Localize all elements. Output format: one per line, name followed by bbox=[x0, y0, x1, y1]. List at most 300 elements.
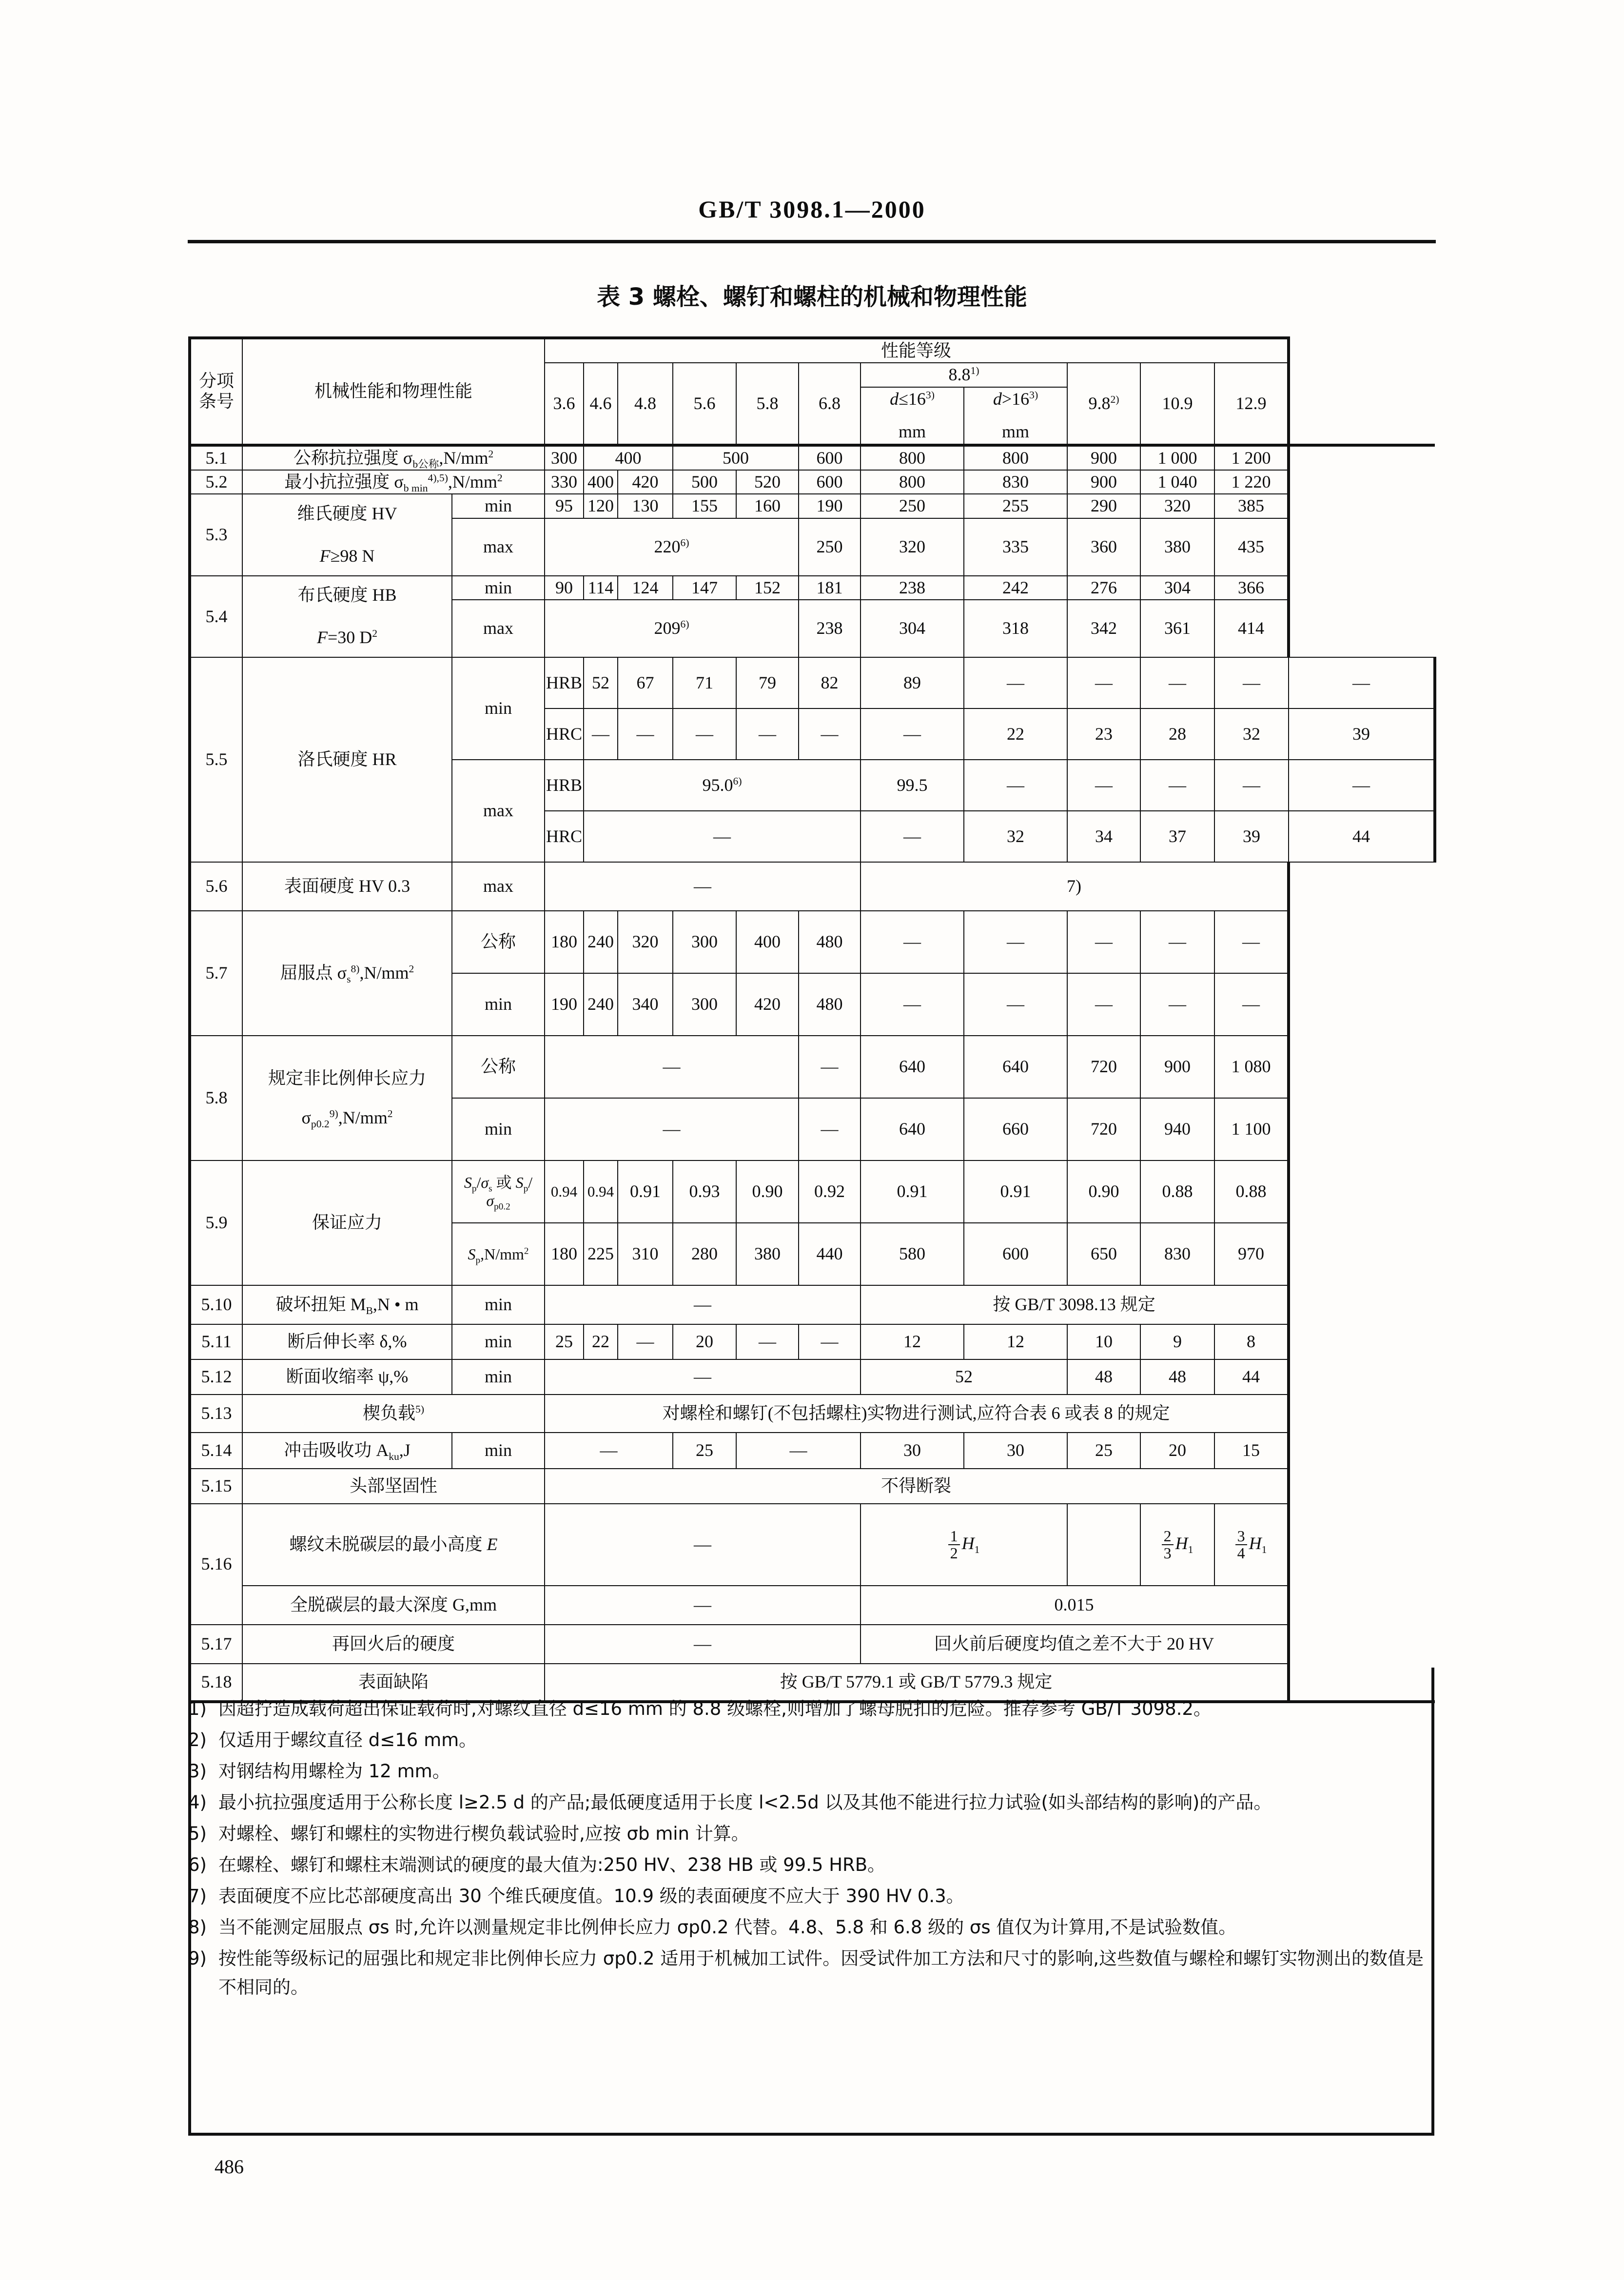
clause-no-5-16: 5.16 bbox=[190, 1504, 242, 1625]
clause-no-5-2: 5.2 bbox=[190, 470, 242, 494]
cell-5-9-sp-3-6: 180 bbox=[545, 1223, 584, 1285]
qualifier-5-7-min: min bbox=[452, 973, 545, 1036]
clause-no-5-14: 5.14 bbox=[190, 1433, 242, 1469]
cell-5-4-max-12-9: 414 bbox=[1214, 600, 1289, 657]
cell-5-5-max-hrc-6-8: — bbox=[861, 811, 964, 862]
cell-5-3-max-9-8: 360 bbox=[1067, 518, 1140, 576]
cell-5-5-min-hrc-5: — bbox=[861, 708, 964, 760]
table-container bbox=[188, 336, 1436, 1703]
grade-group-header: 性能等级 bbox=[545, 338, 1289, 363]
cell-5-17-right: 回火前后硬度均值之差不大于 20 HV bbox=[861, 1625, 1289, 1664]
fraction-two-thirds: $\frac{2}{3}$ bbox=[1162, 1528, 1174, 1562]
cell-5-5-min-hrb-10: — bbox=[1289, 657, 1435, 708]
cell-5-3-min-10-9: 320 bbox=[1140, 494, 1214, 518]
sp-label-5-9: $S_p,N/mm^2$ bbox=[452, 1223, 545, 1285]
cell-5-5-max-hrb-6-8: 99.5 bbox=[861, 760, 964, 811]
qualifier-5-3-min: min bbox=[452, 494, 545, 518]
cell-5-7-nom-9-8: — bbox=[1067, 911, 1140, 973]
property-label-5-17: 再回火后的硬度 bbox=[242, 1625, 545, 1664]
clause-no-5-6: 5.6 bbox=[190, 862, 242, 911]
footnote-2: 2) 仅适用于螺纹直径 d≤16 mm。 bbox=[188, 1729, 477, 1750]
cell-5-5-max-hrb-rest-4: — bbox=[1289, 760, 1435, 811]
property-label-5-13: 楔负载$^{5)}$ bbox=[242, 1395, 545, 1433]
cell-5-5-min-hrb-5: 89 bbox=[861, 657, 964, 708]
cell-5-9-ratio-3-6: 0.94 bbox=[545, 1160, 584, 1223]
cell-5-7-nom-8-8a: — bbox=[861, 911, 964, 973]
cell-5-7-nom-3-6: 180 bbox=[545, 911, 584, 973]
cell-5-5-min-hrc-7: 23 bbox=[1067, 708, 1140, 760]
clause-no-5-8: 5.8 bbox=[190, 1036, 242, 1160]
cell-5-5-min-hrb-3: 79 bbox=[736, 657, 799, 708]
cell-5-5-max-hrb-rest-2: — bbox=[1140, 760, 1214, 811]
grade-9-8: 9.8$^{2)}$ bbox=[1067, 363, 1140, 445]
clause-no-5-15: 5.15 bbox=[190, 1469, 242, 1504]
grade-6-8: 6.8 bbox=[799, 363, 861, 445]
cell-5-11-5-8: — bbox=[736, 1324, 799, 1359]
qualifier-5-3-max: max bbox=[452, 518, 545, 576]
cell-5-3-max-8-8a: 320 bbox=[861, 518, 964, 576]
cell-5-4-min-3-6: 90 bbox=[545, 576, 584, 600]
cell-5-5-min-hrb-1: 67 bbox=[618, 657, 673, 708]
cell-5-1-6-8: 600 bbox=[799, 445, 861, 470]
property-label-5-9: 保证应力 bbox=[242, 1160, 452, 1285]
table-row-5-6 bbox=[190, 862, 1435, 911]
cell-5-11-4-6: 22 bbox=[584, 1324, 618, 1359]
cell-5-16-a-12-9: $\frac{3}{4}$ $H_1$ bbox=[1214, 1504, 1289, 1586]
property-label-5-6: 表面硬度 HV 0.3 bbox=[242, 862, 452, 911]
cell-5-7-min-9-8: — bbox=[1067, 973, 1140, 1036]
cell-5-7-nom-5-6: 300 bbox=[673, 911, 736, 973]
cell-5-4-max-9-8: 342 bbox=[1067, 600, 1140, 657]
fraction-three-quarters: $\frac{3}{4}$ bbox=[1235, 1528, 1247, 1562]
cell-5-5-max-hrc-rest-3: 39 bbox=[1214, 811, 1289, 862]
cell-5-11-3-6: 25 bbox=[545, 1324, 584, 1359]
cell-5-11-8-8a: 12 bbox=[861, 1324, 964, 1359]
cell-5-17-left: — bbox=[545, 1625, 861, 1664]
cell-5-7-nom-8-8b: — bbox=[964, 911, 1067, 973]
property-label-5-4: 布氏硬度 HB F=30 $D^2$ bbox=[242, 576, 452, 657]
property-label-5-16-a: 螺纹未脱碳层的最小高度 E bbox=[242, 1504, 545, 1586]
scale-label-hrc-min: HRC bbox=[545, 708, 584, 760]
cell-5-3-min-4-6: 120 bbox=[584, 494, 618, 518]
cell-5-9-ratio-4-6: 0.94 bbox=[584, 1160, 618, 1223]
qualifier-5-8-nominal: 公称 bbox=[452, 1036, 545, 1098]
table-row-5-5-min-hrb bbox=[190, 657, 1435, 708]
qualifier-5-6: max bbox=[452, 862, 545, 911]
property-label-5-18: 表面缺陷 bbox=[242, 1664, 545, 1702]
property-label-5-10: 破坏扭矩 $M_B,N$ • m bbox=[242, 1285, 452, 1324]
cell-5-6-left: — bbox=[545, 862, 861, 911]
cell-5-4-min-4-6: 114 bbox=[584, 576, 618, 600]
cell-5-9-ratio-8-8b: 0.91 bbox=[964, 1160, 1067, 1223]
cell-5-3-min-12-9: 385 bbox=[1214, 494, 1289, 518]
cell-5-5-max-hrb-span: 95.0$^{6)}$ bbox=[584, 760, 861, 811]
cell-5-2-5-8: 520 bbox=[736, 470, 799, 494]
cell-5-11-5-6: 20 bbox=[673, 1324, 736, 1359]
cell-5-5-min-hrb-6: — bbox=[964, 657, 1067, 708]
property-label-5-15: 头部坚固性 bbox=[242, 1469, 545, 1504]
cell-5-5-min-hrc-2: — bbox=[673, 708, 736, 760]
cell-5-4-max-10-9: 361 bbox=[1140, 600, 1214, 657]
cell-5-5-min-hrc-9: 32 bbox=[1214, 708, 1289, 760]
footnote-6: 6) 在螺栓、螺钉和螺柱末端测试的硬度的最大值为:250 HV、238 HB 或 99.5 HRB。 bbox=[188, 1854, 886, 1875]
cell-5-3-min-9-8: 290 bbox=[1067, 494, 1140, 518]
cell-5-11-9-8: 10 bbox=[1067, 1324, 1140, 1359]
property-label-5-7: 屈服点 $\sigma_s^{8)},N/mm^2$ bbox=[242, 911, 452, 1036]
cell-5-9-sp-4-8: 310 bbox=[618, 1223, 673, 1285]
cell-5-3-max-8-8b: 335 bbox=[964, 518, 1067, 576]
cell-5-5-max-hrc-rest-1: 34 bbox=[1067, 811, 1140, 862]
cell-5-14-8-8a: 30 bbox=[861, 1433, 964, 1469]
cell-5-9-sp-4-6: 225 bbox=[584, 1223, 618, 1285]
cell-5-3-max-6-8: 250 bbox=[799, 518, 861, 576]
property-label-5-8: 规定非比例伸长应力 $\sigma_{p0.2}^{9)},N/mm^2$ bbox=[242, 1036, 452, 1160]
cell-5-7-nom-12-9: — bbox=[1214, 911, 1289, 973]
clause-no-5-9: 5.9 bbox=[190, 1160, 242, 1285]
cell-5-16-a-9-8 bbox=[1067, 1504, 1140, 1586]
qualifier-5-10: min bbox=[452, 1285, 545, 1324]
qualifier-5-8-min: min bbox=[452, 1098, 545, 1160]
clause-no-5-4: 5.4 bbox=[190, 576, 242, 657]
footnote-9: 9) 按性能等级标记的屈强比和规定非比例伸长应力 σp0.2 适用于机械加工试件。因受试件加工方法和尺寸的影响,这些数值与螺栓和螺钉实物测出的数值是不相同的。 bbox=[188, 1947, 1424, 1998]
cell-5-11-10-9: 9 bbox=[1140, 1324, 1214, 1359]
cell-5-4-max-span: 209$^{6)}$ bbox=[545, 600, 799, 657]
fraction-half: $\frac{1}{2}$ bbox=[948, 1528, 960, 1562]
qualifier-5-7-nominal: 公称 bbox=[452, 911, 545, 973]
cell-5-14-8-8b: 30 bbox=[964, 1433, 1067, 1469]
cell-5-9-ratio-10-9: 0.88 bbox=[1140, 1160, 1214, 1223]
cell-5-1-5-6-5-8: 500 bbox=[673, 445, 799, 470]
cell-5-7-min-5-6: 300 bbox=[673, 973, 736, 1036]
cell-5-5-max-hrc-rest-4: 44 bbox=[1289, 811, 1435, 862]
cell-5-8-min-left: — bbox=[545, 1098, 799, 1160]
qualifier-5-5-max: max bbox=[452, 760, 545, 862]
cell-5-4-min-5-8: 152 bbox=[736, 576, 799, 600]
grade-10-9: 10.9 bbox=[1140, 363, 1214, 445]
header-rule bbox=[188, 240, 1436, 243]
cell-5-3-min-8-8a: 250 bbox=[861, 494, 964, 518]
cell-5-7-min-8-8a: — bbox=[861, 973, 964, 1036]
cell-5-14-5-6: 25 bbox=[673, 1433, 736, 1469]
cell-5-9-sp-5-8: 380 bbox=[736, 1223, 799, 1285]
cell-5-7-min-6-8: 480 bbox=[799, 973, 861, 1036]
cell-5-5-max-hrc-rest-2: 37 bbox=[1140, 811, 1214, 862]
cell-5-5-max-hrc-span: — bbox=[584, 811, 861, 862]
cell-5-16-b-left: — bbox=[545, 1586, 861, 1625]
mechanical-properties-table bbox=[188, 336, 1436, 1703]
cell-5-1-10-9: 1 000 bbox=[1140, 445, 1214, 470]
cell-5-7-min-4-8: 340 bbox=[618, 973, 673, 1036]
cell-5-3-min-4-8: 130 bbox=[618, 494, 673, 518]
cell-5-2-4-6: 400 bbox=[584, 470, 618, 494]
cell-5-5-min-hrc-4: — bbox=[799, 708, 861, 760]
cell-5-9-sp-12-9: 970 bbox=[1214, 1223, 1289, 1285]
cell-5-16-a-10-9: $\frac{2}{3}$ $H_1$ bbox=[1140, 1504, 1214, 1586]
clause-no-5-13: 5.13 bbox=[190, 1395, 242, 1433]
cell-5-5-min-hrb-7: — bbox=[1067, 657, 1140, 708]
clause-no-5-10: 5.10 bbox=[190, 1285, 242, 1324]
cell-5-3-min-6-8: 190 bbox=[799, 494, 861, 518]
cell-5-8-nom-8-8b: 640 bbox=[964, 1036, 1067, 1098]
corner-cell: 分项 条号 bbox=[190, 338, 242, 445]
clause-no-5-11: 5.11 bbox=[190, 1324, 242, 1359]
grade-12-9: 12.9 bbox=[1214, 363, 1289, 445]
table-row-5-7-nominal bbox=[190, 911, 1435, 973]
cell-5-7-min-4-6: 240 bbox=[584, 973, 618, 1036]
cell-5-5-max-hrc-rest-0: 32 bbox=[964, 811, 1067, 862]
cell-5-11-8-8b: 12 bbox=[964, 1324, 1067, 1359]
cell-5-14-9-8: 25 bbox=[1067, 1433, 1140, 1469]
table-row-5-3-min bbox=[190, 494, 1435, 518]
cell-5-8-nom-left: — bbox=[545, 1036, 799, 1098]
cell-5-8-min-12-9: 1 100 bbox=[1214, 1098, 1289, 1160]
grade-8-8: 8.8$^{1)}$ bbox=[861, 363, 1067, 387]
property-label-5-3: 维氏硬度 HV F≥98 N bbox=[242, 494, 452, 575]
property-label-5-14: 冲击吸收功 $A_{ku},J$ bbox=[242, 1433, 452, 1469]
cell-5-7-min-3-6: 190 bbox=[545, 973, 584, 1036]
grade-8-8-dia-le16: $d\le 16^{3)}$ mm bbox=[861, 387, 964, 445]
cell-5-9-sp-6-8: 440 bbox=[799, 1223, 861, 1285]
cell-5-2-4-8: 420 bbox=[618, 470, 673, 494]
cell-5-1-3-6: 300 bbox=[545, 445, 584, 470]
table-row-5-12 bbox=[190, 1359, 1435, 1395]
cell-5-2-10-9: 1 040 bbox=[1140, 470, 1214, 494]
cell-5-7-nom-4-6: 240 bbox=[584, 911, 618, 973]
cell-5-4-min-8-8a: 238 bbox=[861, 576, 964, 600]
table-row-5-13 bbox=[190, 1395, 1435, 1433]
cell-5-8-min-6-8: — bbox=[799, 1098, 861, 1160]
grade-4-6: 4.6 bbox=[584, 363, 618, 445]
table-row-5-16-b bbox=[190, 1586, 1435, 1625]
cell-5-12-9-8: 48 bbox=[1067, 1359, 1140, 1395]
cell-5-6-right: 7) bbox=[861, 862, 1289, 911]
cell-5-7-min-12-9: — bbox=[1214, 973, 1289, 1036]
cell-5-16-a-left: — bbox=[545, 1504, 861, 1586]
cell-5-4-min-4-8: 124 bbox=[618, 576, 673, 600]
footnote-8: 8) 当不能测定屈服点 σs 时,允许以测量规定非比例伸长应力 σp0.2 代替。4.8、5.8 和 6.8 级的 σs 值仅为计算用,不是试验数值。 bbox=[188, 1916, 1237, 1938]
clause-no-5-18: 5.18 bbox=[190, 1664, 242, 1702]
cell-5-2-3-6: 330 bbox=[545, 470, 584, 494]
cell-5-5-min-hrb-8: — bbox=[1140, 657, 1214, 708]
cell-5-2-8-8b: 830 bbox=[964, 470, 1067, 494]
cell-5-10-left: — bbox=[545, 1285, 861, 1324]
grade-4-8: 4.8 bbox=[618, 363, 673, 445]
cell-5-3-max-span: 220$^{6)}$ bbox=[545, 518, 799, 576]
cell-5-7-min-5-8: 420 bbox=[736, 973, 799, 1036]
clause-no-5-1: 5.1 bbox=[190, 445, 242, 470]
cell-5-9-ratio-5-6: 0.93 bbox=[673, 1160, 736, 1223]
cell-5-5-min-hrc-0: — bbox=[584, 708, 618, 760]
cell-5-9-ratio-9-8: 0.90 bbox=[1067, 1160, 1140, 1223]
qualifier-5-14: min bbox=[452, 1433, 545, 1469]
property-label-5-2: 最小抗拉强度 $\sigma_{b min}^{4),5)},N/mm^2$ bbox=[242, 470, 545, 494]
cell-5-9-sp-5-6: 280 bbox=[673, 1223, 736, 1285]
cell-5-8-nom-9-8: 720 bbox=[1067, 1036, 1140, 1098]
cell-5-4-min-12-9: 366 bbox=[1214, 576, 1289, 600]
cell-5-14-first: — bbox=[545, 1433, 673, 1469]
cell-5-2-12-9: 1 220 bbox=[1214, 470, 1289, 494]
clause-no-5-17: 5.17 bbox=[190, 1625, 242, 1664]
grade-5-8: 5.8 bbox=[736, 363, 799, 445]
cell-5-9-sp-8-8a: 580 bbox=[861, 1223, 964, 1285]
scale-label-hrc-max: HRC bbox=[545, 811, 584, 862]
cell-5-5-min-hrc-10: 39 bbox=[1289, 708, 1435, 760]
cell-5-1-9-8: 900 bbox=[1067, 445, 1140, 470]
footnote-3: 3) 对钢结构用螺栓为 12 mm。 bbox=[188, 1760, 450, 1782]
cell-5-3-max-12-9: 435 bbox=[1214, 518, 1289, 576]
cell-5-14-12-9: 15 bbox=[1214, 1433, 1289, 1469]
cell-5-1-8-8b: 800 bbox=[964, 445, 1067, 470]
cell-5-8-min-10-9: 940 bbox=[1140, 1098, 1214, 1160]
cell-5-4-min-10-9: 304 bbox=[1140, 576, 1214, 600]
footnote-5: 5) 对螺栓、螺钉和螺柱的实物进行楔负载试验时,应按 σb min 计算。 bbox=[188, 1823, 749, 1844]
cell-5-7-nom-10-9: — bbox=[1140, 911, 1214, 973]
property-label-5-5: 洛氏硬度 HR bbox=[242, 657, 452, 862]
cell-5-9-ratio-5-8: 0.90 bbox=[736, 1160, 799, 1223]
cell-5-12-10-9: 48 bbox=[1140, 1359, 1214, 1395]
clause-no-5-5: 5.5 bbox=[190, 657, 242, 862]
cell-5-7-nom-6-8: 480 bbox=[799, 911, 861, 973]
cell-5-1-4-6-4-8: 400 bbox=[584, 445, 673, 470]
qualifier-5-4-max: max bbox=[452, 600, 545, 657]
table-row-5-9-ratio bbox=[190, 1160, 1435, 1223]
cell-5-8-min-8-8b: 660 bbox=[964, 1098, 1067, 1160]
cell-5-5-max-hrb-rest-3: — bbox=[1214, 760, 1289, 811]
cell-5-4-min-9-8: 276 bbox=[1067, 576, 1140, 600]
cell-5-7-min-8-8b: — bbox=[964, 973, 1067, 1036]
cell-5-5-max-hrb-rest-1: — bbox=[1067, 760, 1140, 811]
cell-5-4-max-8-8b: 318 bbox=[964, 600, 1067, 657]
cell-5-4-min-6-8: 181 bbox=[799, 576, 861, 600]
cell-5-1-12-9: 1 200 bbox=[1214, 445, 1289, 470]
table-row-5-17 bbox=[190, 1625, 1435, 1664]
cell-5-9-sp-10-9: 830 bbox=[1140, 1223, 1214, 1285]
cell-5-15-value: 不得断裂 bbox=[545, 1469, 1289, 1504]
grade-5-6: 5.6 bbox=[673, 363, 736, 445]
qualifier-5-11: min bbox=[452, 1324, 545, 1359]
clause-no-5-7: 5.7 bbox=[190, 911, 242, 1036]
page-header-standard: GB/T 3098.1—2000 bbox=[698, 196, 926, 223]
cell-5-8-nom-12-9: 1 080 bbox=[1214, 1036, 1289, 1098]
cell-5-8-nom-8-8a: 640 bbox=[861, 1036, 964, 1098]
cell-5-2-5-6: 500 bbox=[673, 470, 736, 494]
cell-5-5-min-hrb-9: — bbox=[1214, 657, 1289, 708]
grade-3-6: 3.6 bbox=[545, 363, 584, 445]
cell-5-2-6-8: 600 bbox=[799, 470, 861, 494]
table-row-5-16-a bbox=[190, 1504, 1435, 1586]
table-row-5-11 bbox=[190, 1324, 1435, 1359]
cell-5-8-nom-6-8: — bbox=[799, 1036, 861, 1098]
qualifier-5-5-min: min bbox=[452, 657, 545, 760]
footnote-4: 4) 最小抗拉强度适用于公称长度 l≥2.5 d 的产品;最低硬度适用于长度 l<2.5d 以及其他不能进行拉力试验(如头部结构的影响)的产品。 bbox=[188, 1791, 1272, 1813]
table-header-row-1 bbox=[190, 338, 1435, 363]
cell-5-3-min-5-8: 160 bbox=[736, 494, 799, 518]
cell-5-3-min-5-6: 155 bbox=[673, 494, 736, 518]
table-row-5-15 bbox=[190, 1469, 1435, 1504]
cell-5-8-min-9-8: 720 bbox=[1067, 1098, 1140, 1160]
cell-5-9-ratio-8-8a: 0.91 bbox=[861, 1160, 964, 1223]
table-row-5-2 bbox=[190, 470, 1435, 494]
cell-5-3-max-10-9: 380 bbox=[1140, 518, 1214, 576]
cell-5-10-right: 按 GB/T 3098.13 规定 bbox=[861, 1285, 1289, 1324]
cell-5-9-ratio-6-8: 0.92 bbox=[799, 1160, 861, 1223]
cell-5-5-min-hrb-0: 52 bbox=[584, 657, 618, 708]
cell-5-5-max-hrb-rest-0: — bbox=[964, 760, 1067, 811]
footnote-1: 1) 因超拧造成载荷超出保证载荷时,对螺纹直径 d≤16 mm 的 8.8 级螺栓,则增加了螺母脱扣的危险。推荐参考 GB/T 3098.2。 bbox=[188, 1698, 1212, 1719]
cell-5-7-min-10-9: — bbox=[1140, 973, 1214, 1036]
qualifier-5-4-min: min bbox=[452, 576, 545, 600]
property-label-5-12: 断面收缩率 ψ,% bbox=[242, 1359, 452, 1395]
property-label-5-1: 公称抗拉强度 $\sigma_{b公称},N/mm^2$ bbox=[242, 445, 545, 470]
clause-no-5-3: 5.3 bbox=[190, 494, 242, 575]
cell-5-5-min-hrc-8: 28 bbox=[1140, 708, 1214, 760]
qualifier-5-12: min bbox=[452, 1359, 545, 1395]
cell-5-12-8-8: 52 bbox=[861, 1359, 1067, 1395]
scale-label-hrb-min: HRB bbox=[545, 657, 584, 708]
cell-5-3-min-3-6: 95 bbox=[545, 494, 584, 518]
cell-5-4-min-5-6: 147 bbox=[673, 576, 736, 600]
clause-no-5-12: 5.12 bbox=[190, 1359, 242, 1395]
cell-5-8-min-8-8a: 640 bbox=[861, 1098, 964, 1160]
cell-5-9-sp-9-8: 650 bbox=[1067, 1223, 1140, 1285]
cell-5-11-4-8: — bbox=[618, 1324, 673, 1359]
cell-5-11-6-8: — bbox=[799, 1324, 861, 1359]
cell-5-14-mid: — bbox=[736, 1433, 861, 1469]
footnotes-list bbox=[188, 1694, 1436, 2004]
cell-5-5-min-hrc-6: 22 bbox=[964, 708, 1067, 760]
cell-5-16-b-right: 0.015 bbox=[861, 1586, 1289, 1625]
grade-8-8-dia-gt16: $d>16^{3)}$ mm bbox=[964, 387, 1067, 445]
cell-5-7-nom-5-8: 400 bbox=[736, 911, 799, 973]
cell-5-4-max-8-8a: 304 bbox=[861, 600, 964, 657]
table-row-5-14 bbox=[190, 1433, 1435, 1469]
table-title: 表 3 螺栓、螺钉和螺柱的机械和物理性能 bbox=[597, 283, 1027, 311]
cell-5-18-value: 按 GB/T 5779.1 或 GB/T 5779.3 规定 bbox=[545, 1664, 1289, 1702]
cell-5-5-min-hrc-1: — bbox=[618, 708, 673, 760]
cell-5-16-a-8-8: $\frac{1}{2}$ $H_1$ bbox=[861, 1504, 1067, 1586]
table-row-5-4-min bbox=[190, 576, 1435, 600]
cell-5-3-min-8-8b: 255 bbox=[964, 494, 1067, 518]
cell-5-13-value: 对螺栓和螺钉(不包括螺柱)实物进行测试,应符合表 6 或表 8 的规定 bbox=[545, 1395, 1289, 1433]
scale-label-hrb-max: HRB bbox=[545, 760, 584, 811]
ratio-label-5-9: $S_p/\sigma_s$ 或 $S_p/\sigma_{p0.2}$ bbox=[452, 1160, 545, 1223]
cell-5-7-nom-4-8: 320 bbox=[618, 911, 673, 973]
cell-5-4-min-8-8b: 242 bbox=[964, 576, 1067, 600]
property-header-cell: 机械性能和物理性能 bbox=[242, 338, 545, 445]
cell-5-9-ratio-4-8: 0.91 bbox=[618, 1160, 673, 1223]
cell-5-4-max-6-8: 238 bbox=[799, 600, 861, 657]
table-row-5-1 bbox=[190, 445, 1435, 470]
cell-5-5-min-hrb-4: 82 bbox=[799, 657, 861, 708]
footnote-7: 7) 表面硬度不应比芯部硬度高出 30 个维氏硬度值。10.9 级的表面硬度不应大于 390 HV 0.3。 bbox=[188, 1885, 964, 1907]
cell-5-12-12-9: 44 bbox=[1214, 1359, 1289, 1395]
cell-5-5-min-hrc-3: — bbox=[736, 708, 799, 760]
cell-5-11-12-9: 8 bbox=[1214, 1324, 1289, 1359]
page-number: 486 bbox=[215, 2156, 244, 2178]
cell-5-12-left: — bbox=[545, 1359, 861, 1395]
table-row-5-10 bbox=[190, 1285, 1435, 1324]
property-label-5-11: 断后伸长率 δ,% bbox=[242, 1324, 452, 1359]
cell-5-9-sp-8-8b: 600 bbox=[964, 1223, 1067, 1285]
cell-5-2-9-8: 900 bbox=[1067, 470, 1140, 494]
cell-5-14-10-9: 20 bbox=[1140, 1433, 1214, 1469]
cell-5-2-8-8a: 800 bbox=[861, 470, 964, 494]
cell-5-1-8-8a: 800 bbox=[861, 445, 964, 470]
table-row-5-8-nominal bbox=[190, 1036, 1435, 1098]
cell-5-8-nom-10-9: 900 bbox=[1140, 1036, 1214, 1098]
cell-5-9-ratio-12-9: 0.88 bbox=[1214, 1160, 1289, 1223]
cell-5-5-min-hrb-2: 71 bbox=[673, 657, 736, 708]
